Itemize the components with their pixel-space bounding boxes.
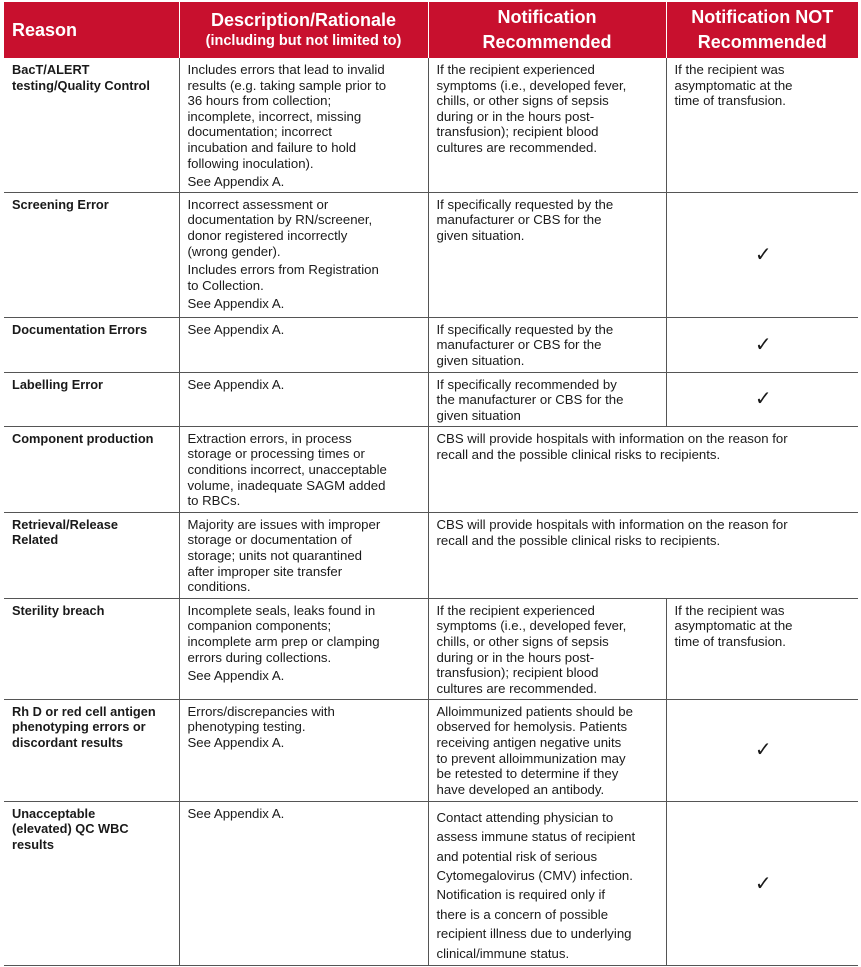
table-row [4,512,858,598]
checkmark-icon: ✓ [754,872,772,895]
recommended-cell [428,317,666,372]
description-cell [179,317,428,372]
checkmark-icon: ✓ [754,388,772,411]
recommended-cell [428,699,666,801]
reason-line: (elevated) QC WBC [12,821,129,837]
text-line: time of transfusion. [674,633,786,649]
checkmark-icon: ✓ [754,739,772,762]
reason-line: Retrieval/Release [12,516,118,532]
recommended-cell [428,372,666,426]
reason-line: testing/Quality Control [12,77,150,93]
reason-line: phenotyping errors or [12,719,146,735]
description-cell [179,512,428,598]
recommended-cell [428,801,666,965]
checkmark-icon: ✓ [754,243,772,266]
text-line: donor registered incorrectly [187,227,348,243]
not-recommended-cell [666,598,858,699]
text-line: the manufacturer or CBS for the [436,392,624,408]
text-line: If the recipient experienced [436,62,595,77]
reason-line: results [12,836,54,852]
description-cell [179,801,428,965]
text-line: storage or documentation of [187,532,352,548]
text-line: recall and the possible clinical risks to recipients. [436,532,721,548]
header-description-sub: (including but not limited to) [205,33,402,49]
reason-line: Rh D or red cell antigen [12,703,156,719]
recommended-cell [428,58,666,192]
text-line: storage or processing times or [187,446,365,462]
recommended-cell [428,192,666,317]
table-row [4,372,858,426]
text-line: and potential risk of serious [436,848,598,864]
text-line: Errors/discrepancies with [187,703,335,719]
check-cell [666,192,858,317]
header-notification-recommended [428,2,666,58]
text-line: 36 hours from collection; [187,93,332,109]
text-line: be retested to determine if they [436,766,619,782]
description-cell [179,372,428,426]
appendix-reference: See Appendix A. [187,296,285,312]
header-notification-not-recommended [666,2,858,58]
text-line: during or in the hours post- [436,649,595,665]
table-row [4,192,858,317]
recommended-cell-merged [428,512,858,598]
text-line: given situation [436,407,521,423]
text-line: CBS will provide hospitals with information on the reason for [436,516,788,532]
text-line: Incomplete seals, leaks found in [187,602,376,618]
text-line: there is a concern of possible [436,906,609,922]
description-cell [179,192,428,317]
check-cell [666,699,858,801]
reason-line: Sterility breach [12,602,105,618]
text-line: Incorrect assessment or [187,196,329,212]
text-line: Includes errors from Registration [187,262,379,278]
header-description [179,2,428,58]
text-line: Alloimmunized patients should be [436,703,633,719]
reason-line: discordant results [12,734,123,750]
text-line: If the recipient was [674,602,785,618]
reason-cell [4,598,179,699]
text-line: to prevent alloimmunization may [436,750,626,766]
text-line: If specifically recommended by [436,376,617,392]
text-line: Cytomegalovirus (CMV) infection. [436,867,633,883]
header-recommended-line: Notification [497,7,597,27]
text-line: chills, or other signs of sepsis [436,633,609,649]
text-line: during or in the hours post- [436,108,595,124]
checkmark-icon: ✓ [754,333,772,356]
header-not-recommended-line: Notification NOT [691,7,834,27]
text-line: cultures are recommended. [436,680,598,696]
appendix-reference: See Appendix A. [187,321,285,337]
text-line: If the recipient experienced [436,602,595,618]
reason-cell [4,699,179,801]
reason-line: BacT/ALERT [12,62,90,77]
text-line: conditions. [187,579,251,595]
appendix-reference: See Appendix A. [187,805,285,821]
reason-cell [4,372,179,426]
text-line: errors during collections. [187,649,332,665]
text-line: storage; units not quarantined [187,547,362,563]
text-line: to RBCs. [187,493,241,509]
text-line: documentation; incorrect [187,124,332,140]
recall-notification-table [4,2,858,966]
header-row [4,2,858,58]
text-line: receiving antigen negative units [436,734,622,750]
text-line: assess immune status of recipient [436,829,636,845]
text-line: symptoms (i.e., developed fever, [436,77,627,93]
text-line: conditions incorrect, unacceptable [187,461,387,477]
text-line: CBS will provide hospitals with information on the reason for [436,430,788,446]
text-line: to Collection. [187,277,264,293]
reason-line: Component production [12,430,154,446]
appendix-reference: See Appendix A. [187,174,285,190]
header-recommended-line: Recommended [482,32,612,52]
description-cell [179,598,428,699]
reason-line: Screening Error [12,196,109,212]
reason-cell [4,58,179,192]
text-line: Contact attending physician to [436,809,614,825]
reason-cell [4,801,179,965]
text-line: manufacturer or CBS for the [436,337,602,353]
reason-line: Related [12,532,59,548]
text-line: symptoms (i.e., developed fever, [436,618,627,634]
table-row [4,801,858,965]
text-line: transfusion); recipient blood [436,124,599,140]
text-line: incomplete, incorrect, missing [187,108,362,124]
text-line: time of transfusion. [674,93,786,109]
description-cell [179,699,428,801]
reason-line: Documentation Errors [12,321,148,337]
text-line: recipient illness due to underlying [436,926,632,942]
description-cell [179,426,428,512]
text-line: manufacturer or CBS for the [436,212,602,228]
description-cell [179,58,428,192]
check-cell [666,317,858,372]
text-line: have developed an antibody. [436,781,605,797]
text-line: Includes errors that lead to invalid [187,62,385,77]
text-line: recall and the possible clinical risks to recipients. [436,446,721,462]
reason-cell [4,192,179,317]
text-line: clinical/immune status. [436,945,570,961]
text-line: observed for hemolysis. Patients [436,719,628,735]
reason-cell [4,317,179,372]
appendix-reference: See Appendix A. [187,668,285,684]
table-row [4,598,858,699]
text-line: cultures are recommended. [436,139,598,155]
recommended-cell-merged [428,426,858,512]
text-line: volume, inadequate SAGM added [187,477,386,493]
text-line: incomplete arm prep or clamping [187,633,380,649]
text-line: If specifically requested by the [436,321,614,337]
text-line: given situation. [436,352,525,368]
reason-cell [4,512,179,598]
table-row [4,58,858,192]
text-line: phenotyping testing. [187,719,306,735]
text-line: documentation by RN/screener, [187,212,373,228]
reason-line: Labelling Error [12,376,104,392]
text-line: Majority are issues with improper [187,516,381,532]
table-row [4,317,858,372]
text-line: given situation. [436,227,525,243]
text-line: If specifically requested by the [436,196,614,212]
check-cell [666,372,858,426]
not-recommended-cell [666,58,858,192]
text-line: results (e.g. taking sample prior to [187,77,387,93]
text-line: incubation and failure to hold [187,139,357,155]
text-line: asymptomatic at the [674,618,793,634]
appendix-reference: See Appendix A. [187,376,285,392]
header-not-recommended-line: Recommended [697,32,827,52]
text-line: following inoculation). [187,155,314,171]
appendix-reference: See Appendix A. [187,734,285,750]
reason-cell [4,426,179,512]
table-row [4,426,858,512]
text-line: after improper site transfer [187,563,343,579]
check-cell [666,801,858,965]
header-description-main: Description/Rationale [210,10,397,30]
recommended-cell [428,598,666,699]
table-row [4,699,858,801]
text-line: transfusion); recipient blood [436,665,599,681]
text-line: Extraction errors, in process [187,430,352,446]
text-line: Notification is required only if [436,887,606,903]
reason-line: Unacceptable [12,805,96,821]
header-reason: Reason [4,2,179,58]
text-line: companion components; [187,618,332,634]
text-line: asymptomatic at the [674,77,793,93]
text-line: (wrong gender). [187,243,281,259]
text-line: chills, or other signs of sepsis [436,93,609,109]
text-line: If the recipient was [674,62,785,77]
